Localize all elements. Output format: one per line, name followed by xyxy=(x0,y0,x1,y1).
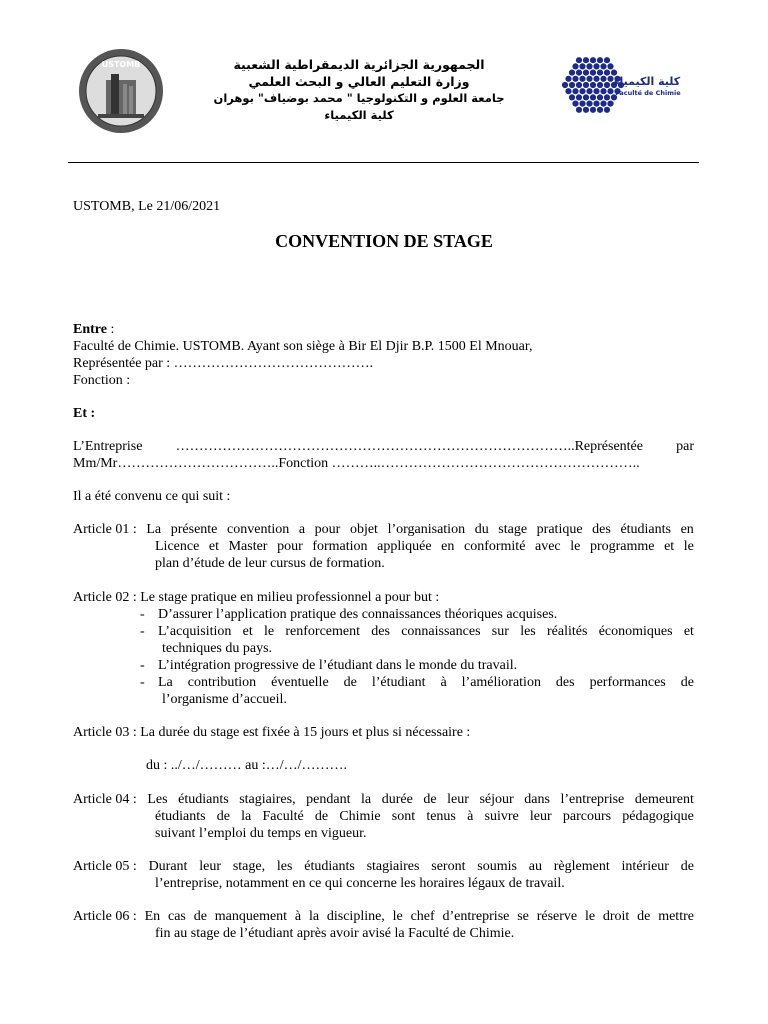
article-02-dash-2: - xyxy=(140,624,145,639)
article-05-line1-word: les xyxy=(276,859,293,874)
article-05-line1-word: stagiaires xyxy=(366,859,420,874)
article-06-line1-word: réserve xyxy=(536,909,578,924)
article-05-line1 xyxy=(73,858,694,875)
article-01-line2-word: pour xyxy=(277,539,303,554)
article-01-line2-word: le xyxy=(570,539,581,554)
article-04-line1-word: stagiaires, xyxy=(239,792,296,807)
article-02-bullet-1: D’assurer l’application pratique des connaissances théoriques acquises. xyxy=(158,607,558,622)
article-01-line1-word: stage xyxy=(498,522,528,537)
molecule-ball xyxy=(590,107,596,113)
article-01-line1-word: l’organisation xyxy=(387,522,466,537)
article-02-dash-4: - xyxy=(140,675,145,690)
article-02-bullet-2-line1-word: connaissances xyxy=(401,624,481,639)
article-02-intro: Article 02 : Le stage pratique en milieu professionnel a pour but : xyxy=(73,590,440,605)
molecule-ball xyxy=(604,57,610,63)
article-02-bullet-4-line1-word: performances xyxy=(589,675,666,690)
molecule-ball xyxy=(576,70,582,76)
molecule-ball xyxy=(593,76,599,82)
article-01-line2-word: conformité xyxy=(463,539,526,554)
molecule-ball xyxy=(604,70,610,76)
molecule-ball xyxy=(579,101,585,107)
article-04-line1-word: étudiants xyxy=(178,792,229,807)
article-04-line2-word: tenus xyxy=(426,809,456,824)
article-01-line2-word: le xyxy=(683,539,694,554)
molecule-ball xyxy=(572,63,578,69)
arabic-line-republic: الجمهورية الجزائرية الديمقراطية الشعبية xyxy=(233,57,485,72)
article-05-line1-word: de xyxy=(680,859,694,874)
article-02-bullet-2-line1-word: renforcement xyxy=(285,624,361,639)
molecule-ball xyxy=(569,94,575,100)
molecule-ball xyxy=(593,63,599,69)
article-01-line1-word: La xyxy=(146,522,162,537)
article-02-bullet-2-line1-word: les xyxy=(520,624,536,639)
molecule-ball xyxy=(597,94,603,100)
article-06-line1-word: En xyxy=(144,909,161,924)
article-05-line1-word: au xyxy=(528,859,542,874)
article-05-line1-word: Durant xyxy=(148,859,188,874)
article-02-bullet-2 xyxy=(158,623,694,657)
article-01-line2-word: avec xyxy=(535,539,561,554)
svg-text:Faculté de Chimie: Faculté de Chimie xyxy=(615,89,681,97)
article-01-line1-word: Article 01 : xyxy=(73,522,137,537)
article-01-line1-word: pratique xyxy=(536,522,583,537)
article-04-line2-word: parcours xyxy=(562,809,612,824)
molecule-ball xyxy=(576,94,582,100)
article-02-bullet-2-line1-word: et xyxy=(683,624,694,639)
article-04-line1 xyxy=(73,791,694,808)
molecule-ball xyxy=(572,76,578,82)
article-02-bullet-4-line1-word: de xyxy=(343,675,357,690)
article-02-dash-3: - xyxy=(140,658,145,673)
article-06-line1-word: droit xyxy=(602,909,630,924)
article-02-bullet-2-line1-word: des xyxy=(371,624,390,639)
entre-label: Entre xyxy=(73,322,107,337)
article-04-line2-word: étudiants xyxy=(155,809,206,824)
molecule-ball xyxy=(604,94,610,100)
article-01-line2-word: appliquée xyxy=(377,539,432,554)
article-04-line2-word: sont xyxy=(391,809,416,824)
article-01-line1-word: des xyxy=(592,522,611,537)
article-01-line2-word: et xyxy=(664,539,675,554)
article-04-line2-word: suivre xyxy=(484,809,519,824)
article-01-line1-word: étudiants xyxy=(620,522,671,537)
molecule-ball xyxy=(565,88,571,94)
article-01-line2-word: et xyxy=(208,539,219,554)
article-04-line1-word: séjour xyxy=(479,792,514,807)
molecule-ball xyxy=(593,88,599,94)
article-05-line1-word: leur xyxy=(199,859,222,874)
article-02-bullet-2-line1-word: réalités xyxy=(547,624,588,639)
molecule-ball xyxy=(572,101,578,107)
molecule-ball xyxy=(579,63,585,69)
article-06-line1 xyxy=(73,908,694,925)
molecule-ball xyxy=(604,107,610,113)
molecule-ball xyxy=(579,76,585,82)
et-heading xyxy=(73,405,95,422)
molecule-ball xyxy=(586,88,592,94)
article-02-bullet-4-line1-word: La xyxy=(158,675,173,690)
article-04-line1-word: demeurent xyxy=(634,792,694,807)
article-06-line1-word: discipline, xyxy=(326,909,385,924)
article-04-line1-word: durée xyxy=(381,792,413,807)
date-line: USTOMB, Le 21/06/2021 xyxy=(73,199,221,214)
entreprise-label: L’Entreprise xyxy=(73,439,143,454)
entreprise-line2: Mm/Mr……………………………..Fonction ………..……………………………………………….. xyxy=(73,456,640,471)
molecule-ball xyxy=(590,70,596,76)
article-01-line1-word: objet xyxy=(349,522,378,537)
article-06-line1-word: manquement xyxy=(214,909,288,924)
arabic-line-ministry: وزارة التعليم العالي و البحث العلمي xyxy=(248,73,470,89)
molecule-ball xyxy=(583,107,589,113)
article-06-line1-word: de xyxy=(637,909,651,924)
article-05-line1-word: intérieur xyxy=(621,859,669,874)
molecule-ball xyxy=(583,82,589,88)
article-03-line1: Article 03 : La durée du stage est fixée à 15 jours et plus si nécessaire : xyxy=(73,725,471,740)
molecule-ball xyxy=(600,76,606,82)
article-02-bullet-4-line1-word: l’amélioration xyxy=(461,675,541,690)
molecule-ball xyxy=(600,101,606,107)
molecule-ball xyxy=(562,82,568,88)
article-02-bullet-4-line2: l’organisme d’accueil. xyxy=(162,692,287,707)
article-01-line2-word: programme xyxy=(589,539,655,554)
article-06-line1-word: se xyxy=(517,909,529,924)
article-01-line2-word: en xyxy=(441,539,455,554)
document-title: CONVENTION DE STAGE xyxy=(275,231,493,251)
molecule-ball xyxy=(597,57,603,63)
molecule-ball xyxy=(572,88,578,94)
ustomb-seal-logo xyxy=(78,48,164,134)
article-02-bullet-4-line1-word: l’étudiant xyxy=(371,675,426,690)
molecule-ball xyxy=(576,82,582,88)
article-04-line1-word: leur xyxy=(447,792,469,807)
article-04 xyxy=(73,791,694,842)
article-04-line2-word: de xyxy=(314,809,329,824)
arabic-line-university: جامعة العلوم و التكنولوجيا " محمد بوضياف" بوهران xyxy=(213,91,505,105)
article-01-line3: plan d’étude de leur cursus de formation. xyxy=(155,556,385,571)
article-02-dash-1: - xyxy=(140,607,145,622)
molecule-ball xyxy=(590,94,596,100)
entreprise-line1 xyxy=(73,438,694,455)
molecule-ball xyxy=(569,82,575,88)
entre-colon: : xyxy=(106,322,115,337)
article-04-line2 xyxy=(73,808,694,825)
molecule-ball xyxy=(607,76,613,82)
article-01-line1-word: présente xyxy=(170,522,218,537)
arabic-line-faculty: كلية الكيمياء xyxy=(324,107,394,122)
molecule-ball xyxy=(600,88,606,94)
article-01-line1-word: du xyxy=(474,522,489,537)
article-04-line2-word: la xyxy=(241,809,252,824)
faculte-chimie-logo xyxy=(555,45,685,125)
article-04-line1-word: Article 04 : xyxy=(73,792,137,807)
article-06-line1-word: cas xyxy=(167,909,186,924)
article-02-bullet-2-line1 xyxy=(158,623,694,640)
article-06-line1-word: d’entreprise xyxy=(442,909,510,924)
molecule-ball xyxy=(597,82,603,88)
molecule-ball xyxy=(597,107,603,113)
molecule-ball xyxy=(607,63,613,69)
svg-text:كلية الكيمياء: كلية الكيمياء xyxy=(613,75,681,88)
article-06-line1-word: le xyxy=(584,909,596,924)
molecule-ball xyxy=(590,82,596,88)
article-06-line1-word: la xyxy=(308,909,320,924)
molecule-ball xyxy=(607,88,613,94)
article-05-line1-word: règlement xyxy=(553,859,610,874)
article-02-bullet-4 xyxy=(158,674,694,708)
molecule-ball xyxy=(579,88,585,94)
entreprise-dots: …………………………………………………………………………..Représentée xyxy=(175,439,643,454)
article-01-line2-word: formation xyxy=(312,539,368,554)
article-02-bullet-2-line1-word: le xyxy=(264,624,275,639)
article-01-line1-word: a xyxy=(298,522,306,537)
article-05-line2: l’entreprise, notamment en ce qui concerne les horaires légaux de travail. xyxy=(155,876,565,891)
molecule-ball xyxy=(583,57,589,63)
article-05-line1-word: seront xyxy=(431,859,466,874)
article-04-line1-word: Les xyxy=(147,792,168,807)
article-04-line1-word: la xyxy=(361,792,372,807)
article-04-line2-word: Chimie xyxy=(339,809,381,824)
molecule-ball xyxy=(569,70,575,76)
article-02-bullet-2-line2: techniques du pays. xyxy=(162,641,273,656)
article-04-line1-word: de xyxy=(423,792,437,807)
entre-line2: Représentée par : ……………………………………. xyxy=(73,356,374,371)
header-divider xyxy=(68,162,699,163)
article-04-line1-word: l’entreprise xyxy=(560,792,625,807)
arabic-header xyxy=(196,57,522,123)
article-02-bullet-2-line1-word: L’acquisition xyxy=(158,624,232,639)
article-06-line1-word: de xyxy=(193,909,207,924)
article-05-line1-word: étudiants xyxy=(304,859,355,874)
molecule-ball xyxy=(576,107,582,113)
article-04-line2-word: pédagogique xyxy=(622,809,694,824)
molecule-ball xyxy=(576,57,582,63)
article-01 xyxy=(73,521,694,572)
article-01-line1-word: convention xyxy=(227,522,290,537)
article-02-bullet-4-line1 xyxy=(158,674,694,691)
article-02-bullet-2-line1-word: sur xyxy=(491,624,509,639)
molecule-ball xyxy=(593,101,599,107)
molecule-ball xyxy=(586,76,592,82)
et-label: Et : xyxy=(73,406,96,421)
article-06 xyxy=(73,908,694,942)
molecule-ball xyxy=(583,70,589,76)
molecule-ball xyxy=(600,63,606,69)
article-02-bullet-3: L’intégration progressive de l’étudiant dans le monde du travail. xyxy=(158,658,518,673)
svg-text:USTOMB: USTOMB xyxy=(101,60,141,69)
entre-heading xyxy=(73,321,114,338)
article-06-line1-word: mettre xyxy=(658,909,694,924)
entre-line1: Faculté de Chimie. USTOMB. Ayant son siège à Bir El Djir B.P. 1500 El Mnouar, xyxy=(73,339,533,354)
article-06-line1-word: le xyxy=(392,909,403,924)
article-02-bullet-4-line1-word: éventuelle xyxy=(271,675,329,690)
article-06-line1-word: à xyxy=(294,909,302,924)
article-05 xyxy=(73,858,694,892)
molecule-ball xyxy=(607,101,613,107)
molecule-ball xyxy=(586,101,592,107)
article-04-line1-word: pendant xyxy=(306,792,351,807)
article-02-bullet-4-line1-word: de xyxy=(680,675,694,690)
article-04-line2-word: leur xyxy=(529,809,552,824)
article-06-line1-word: chef xyxy=(410,909,435,924)
molecule-ball xyxy=(604,82,610,88)
article-02-bullet-4-line1-word: contribution xyxy=(187,675,257,690)
article-05-line1-word: soumis xyxy=(477,859,517,874)
molecule-ball xyxy=(565,76,571,82)
article-04-line2-word: Faculté xyxy=(262,809,304,824)
article-01-line2-word: Licence xyxy=(155,539,200,554)
article-04-line2-word: de xyxy=(216,809,230,824)
article-04-line1-word: dans xyxy=(524,792,550,807)
article-01-line1-word: en xyxy=(680,522,694,537)
molecule-ball xyxy=(583,94,589,100)
article-04-line2-word: à xyxy=(467,809,474,824)
article-02-bullet-4-line1-word: des xyxy=(555,675,575,690)
article-01-line2-word: Master xyxy=(228,539,268,554)
article-01-line1-word: pour xyxy=(314,522,341,537)
article-06-line1-word: Article 06 : xyxy=(73,909,137,924)
convenu-line: Il a été convenu ce qui suit : xyxy=(73,489,231,504)
article-05-line1-word: stage, xyxy=(232,859,266,874)
entreprise-par: par xyxy=(676,439,694,454)
article-05-line1-word: Article 05 : xyxy=(73,859,137,874)
molecule-ball xyxy=(597,70,603,76)
entre-line3: Fonction : xyxy=(73,373,131,388)
article-01-line1 xyxy=(73,521,694,538)
entreprise-block xyxy=(73,438,694,472)
article-06-line2: fin au stage de l’étudiant après avoir avisé la Faculté de Chimie. xyxy=(155,926,515,941)
article-04-line3: suivant l’emploi du temps en vigueur. xyxy=(155,826,367,841)
article-01-line2 xyxy=(73,538,694,555)
molecule-ball xyxy=(586,63,592,69)
molecule-ball xyxy=(590,57,596,63)
article-03-dates: du : ../…/……… au :…/…/………. xyxy=(146,758,348,773)
article-02-bullet-4-line1-word: à xyxy=(440,675,447,690)
article-02-bullet-2-line1-word: économiques xyxy=(598,624,673,639)
article-02-bullet-2-line1-word: et xyxy=(242,624,253,639)
